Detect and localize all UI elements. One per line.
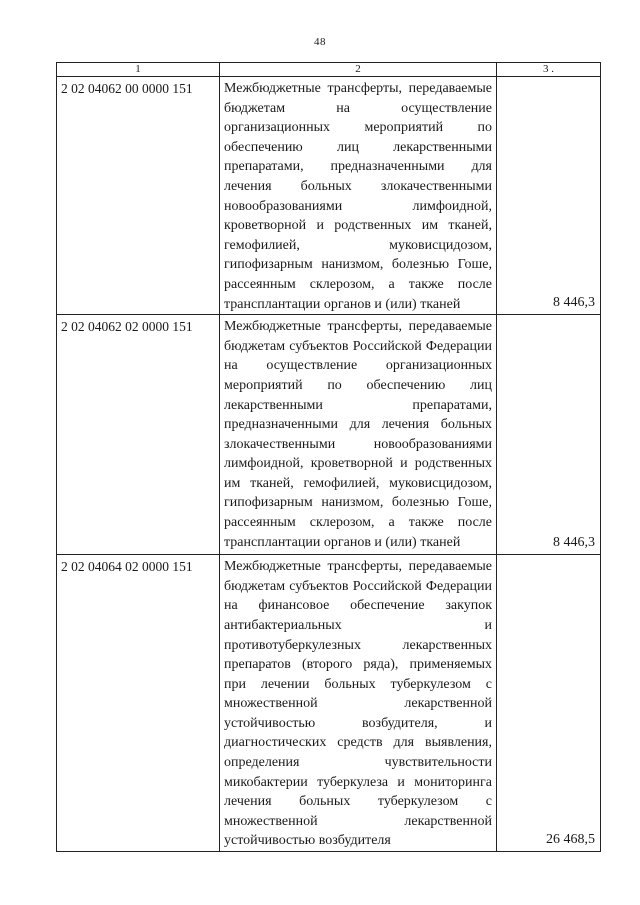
description: Межбюджетные трансферты, передаваемые бюджетам на осуществление организационных мероприятий по обеспечению лиц лекарственными препаратами, предназначенными для лечения больных злокачественными новообразованиями лимфоидной, кроветворной и родственных им тканей, гемофилией, муковисцидозом, гипофизарным нанизмом, болезнью Гоше, рассеянным склерозом, а также после трансплантации органов и (или) тканей	[220, 77, 497, 315]
budget-code: 2 02 04062 02 0000 151	[57, 315, 220, 555]
table-header-row	[57, 63, 601, 77]
description: Межбюджетные трансферты, передаваемые бюджетам субъектов Российской Федерации на финансовое обеспечение закупок антибактериальных и противотуберкулезных лекарственных препаратов (второго ряда), применяемых при лечении больных туберкулезом с множественной лекарственной устойчивостью возбудителя, и диагностических средств для выявления, определения чувствительности микобактерии туберкулеза и мониторинга лечения больных туберкулезом с множественной лекарственной устойчивостью возбудителя	[220, 555, 497, 852]
budget-table	[56, 62, 601, 852]
page-number: 48	[314, 36, 326, 48]
table-row	[57, 315, 601, 555]
table-row	[57, 77, 601, 315]
amount: 8 446,3	[497, 77, 601, 315]
column-header: 2	[220, 63, 497, 77]
column-header: 3 .	[497, 63, 601, 77]
table-row	[57, 555, 601, 852]
budget-code: 2 02 04064 02 0000 151	[57, 555, 220, 852]
amount: 8 446,3	[497, 315, 601, 555]
description: Межбюджетные трансферты, передаваемые бюджетам субъектов Российской Федерации на осуществление организационных мероприятий по обеспечению лиц лекарственными препаратами, предназначенными для лечения больных злокачественными новообразованиями лимфоидной, кроветворной и родственных им тканей, гемофилией, муковисцидозом, гипофизарным нанизмом, болезнью Гоше, рассеянным склерозом, а также после трансплантации органов и (или) тканей	[220, 315, 497, 555]
amount: 26 468,5	[497, 555, 601, 852]
budget-code: 2 02 04062 00 0000 151	[57, 77, 220, 315]
column-header: 1	[57, 63, 220, 77]
